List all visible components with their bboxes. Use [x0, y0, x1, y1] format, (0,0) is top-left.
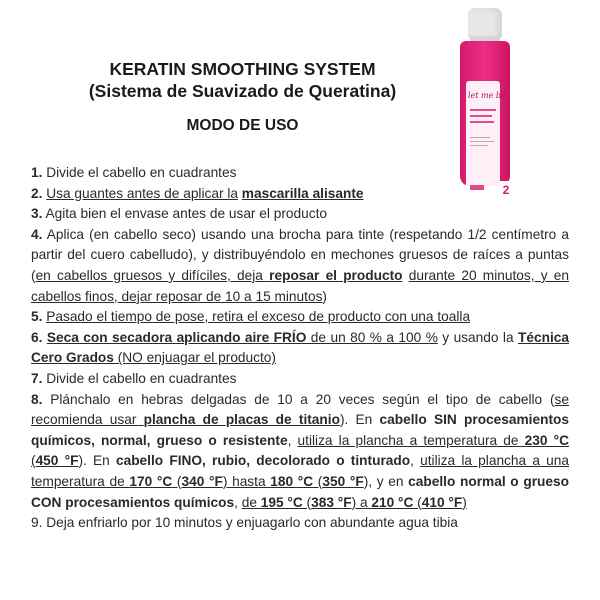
label-line — [470, 141, 494, 142]
label-line — [470, 109, 496, 111]
step-8: 8. Plánchalo en hebras delgadas de 10 a 20 veces según el tipo de cabello (se recomienda usar plancha de placas de titanio). En cabello SIN procesamientos químicos, normal, grueso o resistente, utiliza la plancha a temperatura de 230 °C (450 °F). En cabello FINO, rubio, decolorado o tinturado, utiliza la plancha a una temperatura de 170 °C (340 °F) hasta 180 °C (350 °F), y en cabello normal o grueso CON procesamientos químicos, de 195 °C (383 °F) a 210 °C (410 °F) — [31, 391, 569, 510]
product-bottle-image — [456, 8, 514, 197]
usage-heading: MODO DE USO — [186, 117, 299, 134]
label-line — [470, 137, 490, 138]
label-line — [470, 121, 494, 123]
step-3: 3. Agita bien el envase antes de usar el producto — [31, 206, 328, 222]
document-title: KERATIN SMOOTHING SYSTEM — [109, 59, 376, 79]
document-header — [0, 58, 485, 135]
step-5: 5. Pasado el tiempo de pose, retira el exceso de producto con una toalla — [31, 309, 471, 325]
step-1: 1. Divide el cabello en cuadrantes — [31, 165, 237, 180]
brand-logo: let me be — [468, 91, 506, 100]
bottle-cap — [468, 8, 502, 38]
step-6: 6. Seca con secadora aplicando aire FRÍO de un 80 % a 100 % y usando la Técnica Cero Grados (NO enjuagar el producto) — [31, 329, 569, 366]
step-9: 9. Deja enfriarlo por 10 minutos y enjuagarlo con abundante agua tibia — [31, 515, 458, 531]
step-2: 2. Usa guantes antes de aplicar la mascarilla alisante — [31, 185, 364, 201]
step-4: 4. Aplica (en cabello seco) usando una brocha para tinte (respetando 1/2 centímetro a partir del cuero cabelludo), y distribuyéndolo en mechones gruesos de raíces a puntas (en cabellos gruesos y difíciles, deja reposar el producto durante 20 minutos, y en cabellos finos, dejar reposar de 10 a 15 minutos) — [31, 226, 570, 304]
label-line — [470, 115, 492, 117]
instructions — [31, 163, 569, 534]
document-subtitle: (Sistema de Suavizado de Queratina) — [88, 81, 397, 101]
label-line — [470, 145, 488, 146]
step-7: 7. Divide el cabello en cuadrantes — [31, 370, 237, 386]
step-number-badge: 2 — [500, 181, 512, 199]
